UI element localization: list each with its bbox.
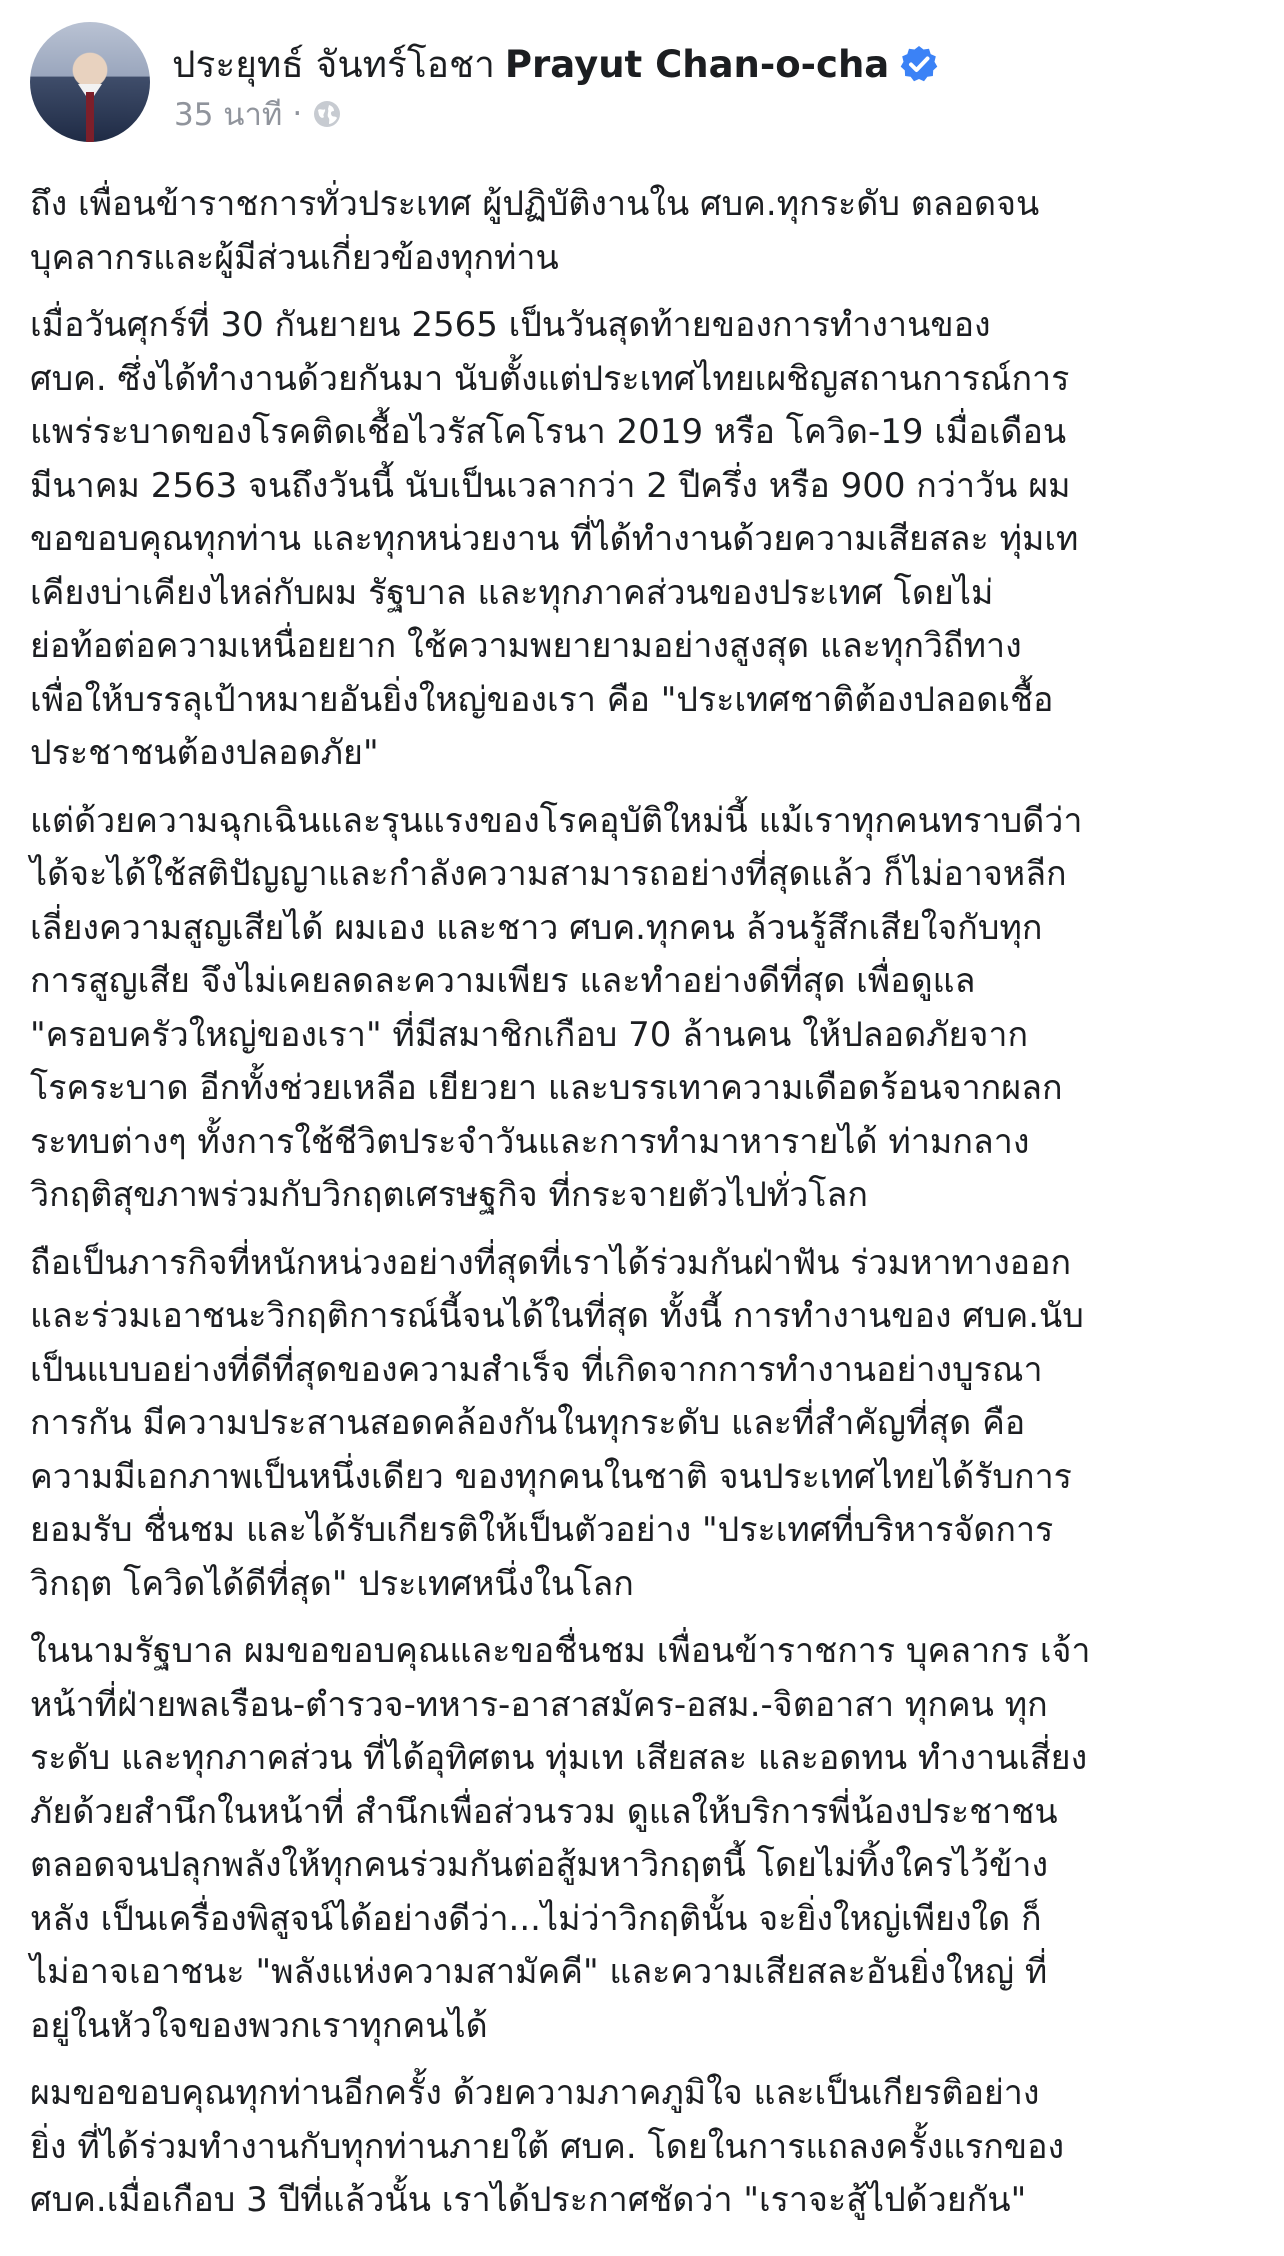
globe-icon[interactable] <box>312 99 342 129</box>
author-name-thai[interactable]: ประยุทธ์ จันทร์โอชา <box>172 42 495 86</box>
verified-badge-icon <box>899 44 939 84</box>
post-paragraph-1: ถึง เพื่อนข้าราชการทั่วประเทศ ผู้ปฏิบัติงานใน ศบค.ทุกระดับ ตลอดจน บุคลากรและผู้มีส่วนเกี่ยวข้องทุกท่าน <box>30 184 1040 278</box>
post-timestamp[interactable]: 35 นาที <box>174 97 283 133</box>
meta-separator: · <box>292 96 303 132</box>
post-meta <box>174 92 342 136</box>
avatar-tie <box>86 92 94 142</box>
post-paragraph-4: ถือเป็นภารกิจที่หนักหน่วงอย่างที่สุดที่เราได้ร่วมกันฝ่าฟัน ร่วมหาทางออก และร่วมเอาชนะวิกฤติการณ์นี้จนได้ในที่สุด ทั้งนี้ การทำงานของ ศบค.นับ เป็นแบบอย่างที่ดีที่สุดของความสำเร็จ ที่เกิดจากการทำงานอย่างบูรณา การกัน มีความประสานสอดคล้องกันในทุกระดับ และที่สำคัญที่สุด คือ ความมีเอกภาพเป็นหนึ่งเดียว ของทุกคนในชาติ จนประเทศไทยได้รับการ ยอมรับ ชื่นชม และได้รับเกียรติให้เป็นตัวอย่าง "ประเทศที่บริหารจัดการ วิกฤต โควิดได้ดีที่สุด" ประเทศหนึ่งในโลก <box>30 1242 1084 1604</box>
post-paragraph-5: ในนามรัฐบาล ผมขอขอบคุณและขอชื่นชม เพื่อนข้าราชการ บุคลากร เจ้า หน้าที่ฝ่ายพลเรือน-ตำรวจ-ทหาร-อาสาสมัคร-อสม.-จิตอาสา ทุกคน ทุก ระดับ และทุกภาคส่วน ที่ได้อุทิศตน ทุ่มเท เสียสละ และอดทน ทำงานเสี่ยง ภัยด้วยสำนึกในหน้าที่ สำนึกเพื่อส่วนรวม ดูแลให้บริการพี่น้องประชาชน ตลอดจนปลุกพลังให้ทุกคนร่วมกันต่อสู้มหาวิกฤตนี้ โดยไม่ทิ้งใครไว้ข้าง หลัง เป็นเครื่องพิสูจน์ได้อย่างดีว่า...ไม่ว่าวิกฤตินั้น จะยิ่งใหญ่เพียงใด ก็ ไม่อาจเอาชนะ "พลังแห่งความสามัคคี" และความเสียสละอันยิ่งใหญ่ ที่ อยู่ในหัวใจของพวกเราทุกคนได้ <box>30 1631 1091 2046</box>
author-avatar[interactable] <box>30 22 150 142</box>
author-name-row <box>172 36 939 92</box>
post-header <box>0 0 1284 160</box>
post-paragraph-3: แต่ด้วยความฉุกเฉินและรุนแรงของโรคอุบัติใหม่นี้ แม้เราทุกคนทราบดีว่า ได้จะได้ใช้สติปัญญาและกำลังความสามารถอย่างที่สุดแล้ว ก็ไม่อาจหลีก เลี่ยงความสูญเสียได้ ผมเอง และชาว ศบค.ทุกคน ล้วนรู้สึกเสียใจกับทุก การสูญเสีย จึงไม่เคยลดละความเพียร และทำอย่างดีที่สุด เพื่อดูแล "ครอบครัวใหญ่ของเรา" ที่มีสมาชิกเกือบ 70 ล้านคน ให้ปลอดภัยจาก โรคระบาด อีกทั้งช่วยเหลือ เยียวยา และบรรเทาความเดือดร้อนจากผลก ระทบต่างๆ ทั้งการใช้ชีวิตประจำวันและการทำมาหารายได้ ท่ามกลาง วิกฤติสุขภาพร่วมกับวิกฤตเศรษฐกิจ ที่กระจายตัวไปทั่วโลก <box>30 800 1083 1215</box>
post-body <box>30 178 1260 2242</box>
post-paragraph-6: ผมขอขอบคุณทุกท่านอีกครั้ง ด้วยความภาคภูมิใจ และเป็นเกียรติอย่าง ยิ่ง ที่ได้ร่วมทำงานกับทุกท่านภายใต้ ศบค. โดยในการแถลงครั้งแรกของ ศบค.เมื่อเกือบ 3 ปีที่แล้วนั้น เราได้ประกาศชัดว่า "เราจะสู้ไปด้วยกัน" <box>30 2073 1065 2220</box>
author-name-english[interactable]: Prayut Chan-o-cha <box>504 42 890 86</box>
post-paragraph-2: เมื่อวันศุกร์ที่ 30 กันยายน 2565 เป็นวันสุดท้ายของการทำงานของ ศบค. ซึ่งได้ทำงานด้วยกันมา นับตั้งแต่ประเทศไทยเผชิญสถานการณ์การ แพร่ระบาดของโรคติดเชื้อไวรัสโคโรนา 2019 หรือ โควิด-19 เมื่อเดือน มีนาคม 2563 จนถึงวันนี้ นับเป็นเวลากว่า 2 ปีครึ่ง หรือ 900 กว่าวัน ผม ขอขอบคุณทุกท่าน และทุกหน่วยงาน ที่ได้ทำงานด้วยความเสียสละ ทุ่มเท เคียงบ่าเคียงไหล่กับผม รัฐบาล และทุกภาคส่วนของประเทศ โดยไม่ ย่อท้อต่อความเหนื่อยยาก ใช้ความพยายามอย่างสูงสุด และทุกวิถีทาง เพื่อให้บรรลุเป้าหมายอันยิ่งใหญ่ของเรา คือ "ประเทศชาติต้องปลอดเชื้อ ประชาชนต้องปลอดภัย" <box>30 305 1079 773</box>
